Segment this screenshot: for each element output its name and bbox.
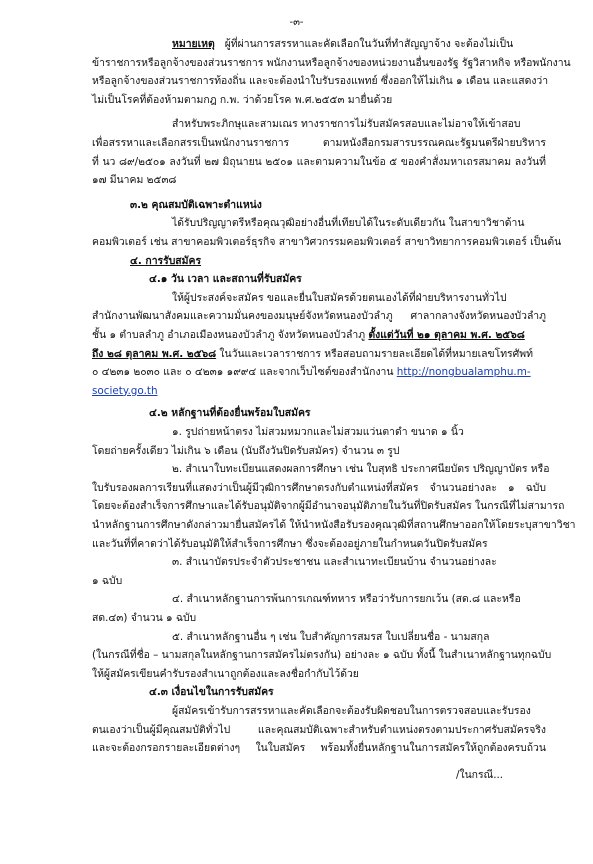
section-4-1-line-6 <box>92 383 158 401</box>
item-2-line-2: ใบรับรองผลการเรียนที่แสดงว่าเป็นผู้มีวุฒิการศึกษาตรงกับตำแหน่งที่สมัคร จำนวนอย่างละ ๑ ฉบับ <box>92 481 546 494</box>
item-1-line-1: ๑. รูปถ่ายหน้าตรง ไม่สวมหมวกและไม่สวมแว่นตาดำ ขนาด ๑ นิ้ว <box>172 426 464 438</box>
monks-line-2: เพื่อสรรหาและเลือกสรรเป็นพนักงานราชการ ตามหนังสือกรมสารบรรณคณะรัฐมนตรีฝ่ายบริหาร <box>92 137 546 149</box>
section-3-2-line-1: ได้รับปริญญาตรีหรือคุณวุฒิอย่างอื่นที่เทียบได้ในระดับเดียวกัน ในสาขาวิชาด้าน <box>172 217 525 230</box>
item-2-line-3: โดยจะต้องสำเร็จการศึกษาและได้รับอนุมัติจากผู้มีอำนาจอนุมัติภายในวันที่ปิดรับสมัคร ในกรณีที่ไม่สามารถ <box>92 500 565 513</box>
continued-marker: /ในกรณี... <box>456 768 504 781</box>
monks-line-1: สำหรับพระภิกษุและสามเณร ทางราชการไม่รับสมัครสอบและไม่อาจให้เข้าสอบ <box>172 118 521 131</box>
section-4-title: ๔. การรับสมัคร <box>130 254 202 267</box>
section-4-1-line-2: สำนักงานพัฒนาสังคมและความมั่นคงของมนุษย์จังหวัดหนองบัวลำภู ศาลากลางจังหวัดหนองบัวลำภู <box>92 310 546 323</box>
application-end-date: ถึง ๒๘ ตุลาคม พ.ศ. ๒๕๖๘ <box>92 347 217 360</box>
item-5-line-1: ๕. สำเนาหลักฐานอื่น ๆ เช่น ใบสำคัญการสมรส ใบเปลี่ยนชื่อ - นามสกุล <box>172 630 490 643</box>
item-2-line-4: นำหลักฐานการศึกษาดังกล่าวมายื่นสมัครได้ ให้นำหนังสือรับรองคุณวุฒิที่สถานศึกษาออกให้โดยระบุสาขาวิชา <box>92 519 576 531</box>
item-5-line-3: ให้ผู้สมัครเขียนคำรับรองสำเนาถูกต้องและลงชื่อกำกับไว้ด้วย <box>92 667 359 680</box>
section-4-2-title: ๔.๒ หลักฐานที่ต้องยื่นพร้อมใบสมัคร <box>149 407 311 420</box>
item-4-line-2: สด.๔๓) จำนวน ๑ ฉบับ <box>92 612 197 624</box>
section-4-1-line-3: ชั้น ๑ ตำบลลำภู อำเภอเมืองหนองบัวลำภู จังหวัดหนองบัวลำภู ตั้งแต่วันที่ ๒๑ ตุลาคม พ.ศ. ๒๕๖๘ <box>92 329 525 341</box>
page-number: -๓- <box>289 17 304 28</box>
application-start-date: ตั้งแต่วันที่ ๒๑ ตุลาคม พ.ศ. ๒๕๖๘ <box>368 329 525 341</box>
section-4-3-line-3: และจะต้องกรอกรายละเอียดต่างๆ ในใบสมัคร พร้อมทั้งยื่นหลักฐานในการสมัครให้ถูกต้องครบถ้วน <box>92 742 546 755</box>
item-4-line-1: ๔. สำเนาหลักฐานการพ้นการเกณฑ์ทหาร หรือว่ารับการยกเว้น (สด.๘ และหรือ <box>172 593 521 606</box>
item-2-line-1: ๒. สำเนาใบทะเบียนแสดงผลการศึกษา เช่น ใบสุทธิ ประกาศนียบัตร ปริญญาบัตร หรือ <box>172 463 550 476</box>
section-3-2-line-2: คอมพิวเตอร์ เช่น สาขาคอมพิวเตอร์ธุรกิจ สาขาวิศวกรรมคอมพิวเตอร์ สาขาวิทยาการคอมพิวเตอร์ เป็นต้น <box>92 236 562 248</box>
website-link[interactable]: http://nongbualamphu.m- <box>396 366 531 379</box>
note-line-4: ไม่เป็นโรคที่ต้องห้ามตามกฎ ก.พ. ว่าด้วยโรค พ.ศ.๒๕๕๓ มายื่นด้วย <box>92 93 393 106</box>
phone-numbers: ๐ ๔๒๓๑ ๒๐๓๐ และ ๐ ๔๒๓๑ ๑๙๙๔ และจากเว็บไซต์ของสำนักงาน <box>92 366 397 379</box>
item-3-line-2: ๑ ฉบับ <box>92 574 123 587</box>
section-4-1-title: ๔.๑ วัน เวลา และสถานที่รับสมัคร <box>149 273 302 286</box>
note-line-2: ข้าราชการหรือลูกจ้างของส่วนราชการ พนักงานหรือลูกจ้างของหน่วยงานอื่นของรัฐ รัฐวิสาหกิจ หรือพนักงาน <box>92 56 571 69</box>
section-4-1-line-4: ถึง ๒๘ ตุลาคม พ.ศ. ๒๕๖๘ ในวันและเวลาราชการ หรือสอบถามรายละเอียดได้ที่หมายเลขโทรศัพท์ <box>92 347 533 360</box>
item-2-line-5: และวันที่ที่คาดว่าได้รับอนุมัติให้สำเร็จการศึกษา ซึ่งจะต้องอยู่ภายในกำหนดวันปิดรับสมัคร <box>92 537 488 550</box>
section-4-1-line-5 <box>92 364 531 382</box>
note-line-3: หรือลูกจ้างของส่วนราชการท้องถิ่น และจะต้องนำใบรับรองแพทย์ ซึ่งออกให้ไม่เกิน ๑ เดือน และแสดงว่า <box>92 75 549 88</box>
monks-line-4: ๑๗ มีนาคม ๒๕๓๘ <box>92 174 177 187</box>
website-link-cont[interactable]: society.go.th <box>92 384 158 397</box>
note-line-1: หมายเหตุ ผู้ที่ผ่านการสรรหาและคัดเลือกในวันที่ทำสัญญาจ้าง จะต้องไม่เป็น <box>172 38 514 50</box>
note-label: หมายเหตุ <box>172 38 215 50</box>
section-3-2-title: ๓.๒ คุณสมบัติเฉพาะตำแหน่ง <box>130 198 262 211</box>
item-3-line-1: ๓. สำเนาบัตรประจำตัวประชาชน และสำเนาทะเบียนบ้าน จำนวนอย่างละ <box>172 556 497 569</box>
section-4-3-line-2: ตนเองว่าเป็นผู้มีคุณสมบัติทั่วไป และคุณสมบัติเฉพาะสำหรับตำแหน่งตรงตามประกาศรับสมัครจริง <box>92 723 546 736</box>
section-4-3-title: ๔.๓ เงื่อนไขในการรับสมัคร <box>149 686 274 699</box>
item-5-line-2: (ในกรณีที่ชื่อ – นามสกุลในหลักฐานการสมัครไม่ตรงกัน) อย่างละ ๑ ฉบับ ทั้งนี้ ในสำเนาหลักฐานทุกฉบับ <box>92 649 552 662</box>
section-4-3-line-1: ผู้สมัครเข้ารับการสรรหาและคัดเลือกจะต้องรับผิดชอบในการตรวจสอบและรับรอง <box>172 705 531 717</box>
item-1-line-2: โดยถ่ายครั้งเดียว ไม่เกิน ๖ เดือน (นับถึงวันปิดรับสมัคร) จำนวน ๓ รูป <box>92 444 400 457</box>
monks-line-3: ที่ นว ๘๙/๒๕๐๑ ลงวันที่ ๒๗ มิถุนายน ๒๕๐๑ และตามความในข้อ ๕ ของคำสั่งมหาเถรสมาคม ลงวันที่ <box>92 155 546 168</box>
section-4-1-line-1: ให้ผู้ประสงค์จะสมัคร ขอและยื่นใบสมัครด้วยตนเองได้ที่ฝ่ายบริหารงานทั่วไป <box>172 291 507 304</box>
